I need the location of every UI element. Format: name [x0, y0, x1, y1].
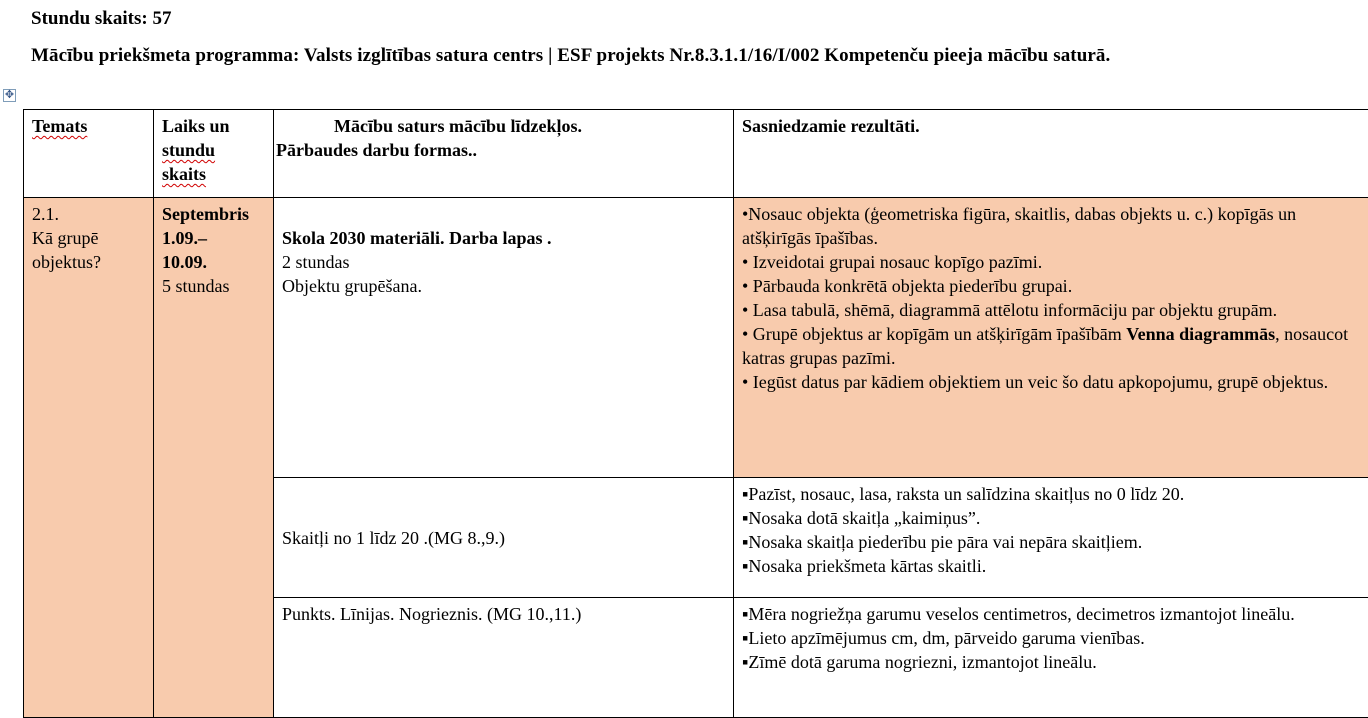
results-cell [734, 198, 1368, 478]
table-header-row [24, 110, 1368, 198]
result-item: • Iegūst datus par kādiem objektiem un veic šo datu apkopojumu, grupē objektus. [742, 370, 1362, 394]
header-content: Mācību saturs mācību līdzekļos. Pārbaudes darbu formas.. [274, 110, 734, 198]
header-time: Laiks un stundu skaits [154, 110, 274, 198]
time-cell: Septembris 1.09.– 10.09. 5 stundas [154, 198, 274, 718]
curriculum-table [23, 109, 1368, 718]
results-cell [734, 478, 1368, 598]
result-item: • Lasa tabulā, shēmā, diagrammā attēlotu informāciju par objektu grupām. [742, 298, 1362, 322]
result-item: ▪Nosaka skaitļa piederību pie pāra vai nepāra skaitļiem. [742, 530, 1362, 554]
result-item: •Nosauc objekta (ģeometriska figūra, skaitlis, dabas objekts u. c.) kopīgās un atšķirīgās īpašības. [742, 202, 1362, 250]
topic-cell: 2.1. Kā grupē objektus? [24, 198, 154, 718]
content-cell: Punkts. Līnijas. Nogrieznis. (MG 10.,11.) [274, 598, 734, 718]
result-item: ▪Zīmē dotā garuma nogriezni, izmantojot lineālu. [742, 650, 1362, 674]
result-item: ▪Nosaka priekšmeta kārtas skaitli. [742, 554, 1362, 578]
result-item: ▪Mēra nogriežņa garumu veselos centimetros, decimetros izmantojot lineālu. [742, 602, 1362, 626]
result-item: ▪Pazīst, nosauc, lasa, raksta un salīdzina skaitļus no 0 līdz 20. [742, 482, 1362, 506]
header-results: Sasniedzamie rezultāti. [734, 110, 1368, 198]
content-cell: Skaitļi no 1 līdz 20 .(MG 8.,9.) [274, 478, 734, 598]
header-topic: Temats [24, 110, 154, 198]
content-cell: Skola 2030 materiāli. Darba lapas . 2 stundas Objektu grupēšana. [274, 198, 734, 478]
program-line: Mācību priekšmeta programma: Valsts izglītības satura centrs | ESF projekts Nr.8.3.1.1/16/I/002 Kompetenču pieeja mācību saturā. [31, 45, 1110, 67]
result-item: • Grupē objektus ar kopīgām un atšķirīgām īpašībām Venna diagrammās, nosaucot katras grupas pazīmi. [742, 322, 1362, 370]
result-item: ▪Lieto apzīmējumus cm, dm, pārveido garuma vienības. [742, 626, 1362, 650]
results-cell [734, 598, 1368, 718]
result-item: • Izveidotai grupai nosauc kopīgo pazīmi. [742, 250, 1362, 274]
table-move-handle-icon[interactable]: ✥ [3, 89, 16, 102]
result-item: • Pārbauda konkrētā objekta piederību grupai. [742, 274, 1362, 298]
lesson-count-line: Stundu skaits: 57 [31, 8, 171, 30]
table-row [24, 198, 1368, 478]
result-item: ▪Nosaka dotā skaitļa „kaimiņus”. [742, 506, 1362, 530]
